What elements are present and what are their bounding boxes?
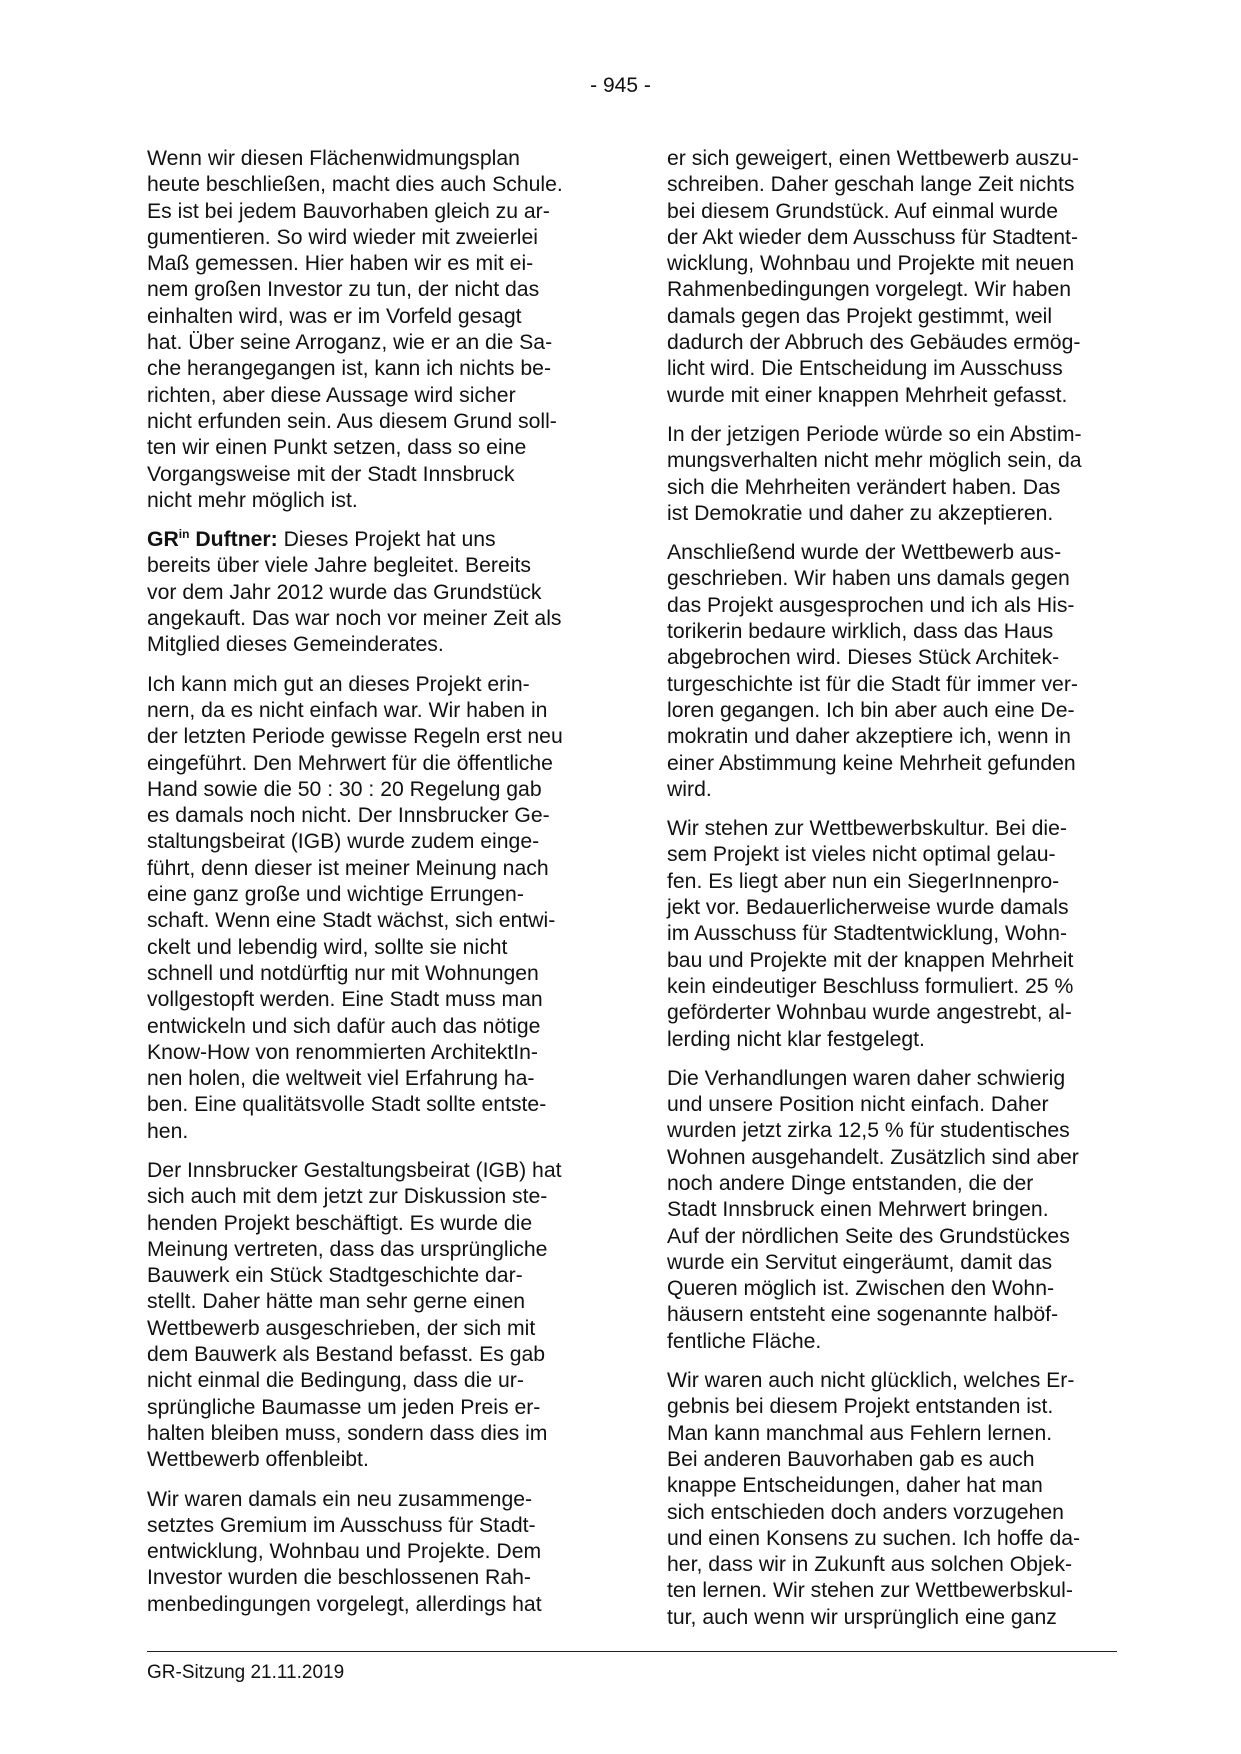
paragraph-line: eine ganz große und wichtige Errungen- [147,883,524,907]
paragraph-line: Vorgangsweise mit der Stadt Innsbruck [147,462,515,486]
paragraph-line: schaft. Wenn eine Stadt wächst, sich entwi- [147,909,556,933]
paragraph-line: Queren möglich ist. Zwischen den Wohn- [667,1277,1055,1301]
page-number: - 945 - [590,74,651,97]
paragraph-line: Wettbewerb offenbleibt. [147,1448,369,1472]
paragraph-line: nen holen, die weltweit viel Erfahrung ha- [147,1067,535,1091]
paragraph-line: abgebrochen wird. Dieses Stück Architek- [667,646,1060,670]
paragraph-line: Auf der nördlichen Seite des Grundstückes [667,1224,1070,1248]
paragraph-line: wurde mit einer knappen Mehrheit gefasst. [667,383,1068,407]
paragraph-line: vollgestopft werden. Eine Stadt muss man [147,988,543,1012]
paragraph-line: Die Verhandlungen waren daher schwierig [667,1066,1066,1090]
paragraph-line: Wir stehen zur Wettbewerbskultur. Bei die- [667,817,1067,841]
paragraph-line: knappe Entscheidungen, daher hat man [667,1474,1043,1498]
paragraph-line: sich die Mehrheiten verändert haben. Das [667,475,1061,499]
paragraph-line: turgeschichte ist für die Stadt für immer ver- [667,672,1078,696]
paragraph-line: bau und Projekte mit der knappen Mehrheit [667,948,1074,972]
paragraph-line: licht wird. Die Entscheidung im Ausschuss [667,357,1063,381]
paragraph [667,816,1122,1053]
right-column [667,146,1122,1644]
paragraph-line: noch andere Dinge entstanden, die der [667,1171,1034,1195]
paragraph-line: im Ausschuss für Stadtentwicklung, Wohn- [667,922,1067,946]
paragraph-line: dem Bauwerk als Bestand befasst. Es gab [147,1343,546,1367]
paragraph-line: sprüngliche Baumasse um jeden Preis er- [147,1395,541,1419]
footer-divider [147,1651,1117,1652]
paragraph-line: einhalten wird, was er im Vorfeld gesagt [147,304,522,328]
paragraph-line: Der Innsbrucker Gestaltungsbeirat (IGB) hat [147,1158,562,1182]
paragraph-line: Man kann manchmal aus Fehlern lernen. [667,1421,1053,1445]
paragraph-line: hat. Über seine Arroganz, wie er an die Sa- [147,331,553,355]
paragraph-line: es damals noch nicht. Der Innsbrucker Ge- [147,804,550,828]
paragraph-line: gebnis bei diesem Projekt entstanden ist. [667,1395,1054,1419]
paragraph-line: richten, aber diese Aussage wird sicher [147,383,516,407]
paragraph-line: Know-How von renommierten ArchitektIn- [147,1040,538,1064]
paragraph-line: geförderter Wohnbau wurde angestrebt, al- [667,1001,1072,1025]
paragraph-line: der letzten Periode gewisse Regeln erst neu [147,725,563,749]
footer-session-label: GR-Sitzung 21.11.2019 [147,1662,345,1683]
paragraph-line: wird. [667,777,712,801]
paragraph-line: nern, da es nicht einfach war. Wir haben in [147,698,548,722]
paragraph-line: kein eindeutiger Beschluss formuliert. 25 % [667,974,1074,998]
paragraph-line: gumentieren. So wird wieder mit zweierlei [147,225,538,249]
paragraph-line: ben. Eine qualitätsvolle Stadt sollte entste- [147,1093,547,1117]
paragraph-line: mungsverhalten nicht mehr möglich sein, da [667,449,1082,473]
paragraph-line: er sich geweigert, einen Wettbewerb auszu- [667,147,1079,170]
paragraph-line: ist Demokratie und daher zu akzeptieren. [667,501,1054,525]
paragraph-line: und unsere Position nicht einfach. Daher [667,1093,1049,1117]
paragraph-line: Ich kann mich gut an dieses Projekt erin- [147,672,530,696]
paragraph-line: Maß gemessen. Hier haben wir es mit ei- [147,252,534,276]
paragraph-line: Bei anderen Bauvorhaben gab es auch [667,1447,1035,1471]
paragraph-line: menbedingungen vorgelegt, allerdings hat [147,1592,542,1616]
paragraph-line: Stadt Innsbruck einen Mehrwert bringen. [667,1198,1049,1222]
paragraph-line: Wir waren auch nicht glücklich, welches Er- [667,1369,1075,1393]
paragraph [147,672,602,1145]
paragraph [667,540,1122,803]
paragraph-line: einer Abstimmung keine Mehrheit gefunden [667,751,1076,775]
paragraph [147,1487,602,1618]
speaker-paragraph [147,527,602,658]
paragraph-line: loren gegangen. Ich bin aber auch eine De- [667,698,1075,722]
paragraph-line: her, dass wir in Zukunft aus solchen Objek- [667,1553,1073,1577]
paragraph-line: bereits über viele Jahre begleitet. Bereits [147,554,531,578]
paragraph-text: Dieses Projekt hat uns [277,528,496,552]
paragraph-line: vor dem Jahr 2012 wurde das Grundstück [147,580,542,604]
paragraph-line: Investor wurden die beschlossenen Rah- [147,1566,531,1590]
paragraph-line: häusern entsteht eine sogenannte halböf- [667,1303,1059,1327]
paragraph-line: che herangegangen ist, kann ich nichts be- [147,357,552,381]
paragraph [667,1066,1122,1355]
paragraph-line: schnell und notdürftig nur mit Wohnungen [147,961,539,985]
paragraph-line: nem großen Investor zu tun, der nicht das [147,278,540,302]
paragraph-line: fen. Es liegt aber nun ein SiegerInnenpro- [667,869,1060,893]
paragraph-line: entwickeln und sich dafür auch das nötige [147,1014,541,1038]
paragraph-line: tur, auch wenn wir ursprünglich eine ganz [667,1605,1057,1629]
paragraph-body [147,553,602,658]
paragraph-line: damals gegen das Projekt gestimmt, weil [667,304,1053,328]
paragraph-line: Es ist bei jedem Bauvorhaben gleich zu ar- [147,199,550,223]
paragraph-line: das Projekt ausgesprochen und ich als His- [667,593,1075,617]
paragraph-line: Mitglied dieses Gemeinderates. [147,633,444,657]
paragraph-line: wurde ein Servitut eingeräumt, damit das [667,1250,1053,1274]
paragraph-line: eingeführt. Den Mehrwert für die öffentliche [147,751,553,775]
paragraph-line: jekt vor. Bedauerlicherweise wurde damals [667,896,1069,920]
paragraph-line: angekauft. Das war noch vor meiner Zeit als [147,607,562,631]
paragraph-line: fentliche Fläche. [667,1329,822,1353]
paragraph-line: wurden jetzt zirka 12,5 % für studentisches [667,1119,1070,1143]
paragraph-line [147,527,602,553]
paragraph-line: Wettbewerb ausgeschrieben, der sich mit [147,1316,536,1340]
paragraph-line: henden Projekt beschäftigt. Es wurde die [147,1211,533,1235]
paragraph-line: lerding nicht klar festgelegt. [667,1027,925,1051]
paragraph-line: entwicklung, Wohnbau und Projekte. Dem [147,1540,542,1564]
paragraph-line: hen. [147,1119,189,1143]
paragraph-line: sich auch mit dem jetzt zur Diskussion ste- [147,1185,548,1209]
paragraph-line: Wohnen ausgehandelt. Zusätzlich sind aber [667,1145,1079,1169]
paragraph-line: ten wir einen Punkt setzen, dass so eine [147,436,527,460]
paragraph-line: sich entschieden doch anders vorzugehen [667,1500,1064,1524]
paragraph-line: Anschließend wurde der Wettbewerb aus- [667,541,1062,565]
speaker-title: GR [147,528,179,552]
paragraph-line: stellt. Daher hätte man sehr gerne einen [147,1290,526,1314]
paragraph-line: ten lernen. Wir stehen zur Wettbewerbskul- [667,1579,1073,1603]
paragraph-line: Hand sowie die 50 : 30 : 20 Regelung gab [147,777,542,801]
paragraph-line: und einen Konsens zu suchen. Ich hoffe da- [667,1526,1081,1550]
paragraph-line: geschrieben. Wir haben uns damals gegen [667,567,1070,591]
paragraph [147,1158,602,1474]
paragraph-line: setztes Gremium im Ausschuss für Stadt- [147,1513,536,1537]
paragraph-line: mokratin und daher akzeptiere ich, wenn in [667,725,1071,749]
paragraph-line: der Akt wieder dem Ausschuss für Stadtent- [667,225,1079,249]
paragraph [667,146,1122,409]
paragraph-line: Wenn wir diesen Flächenwidmungsplan [147,147,520,170]
paragraph-line: nicht mehr möglich ist. [147,488,358,512]
speaker-name: Duftner: [195,528,278,552]
paragraph-line: nicht einmal die Bedingung, dass die ur- [147,1369,524,1393]
speaker-title-suffix: in [178,527,190,542]
paragraph-line: torikerin bedaure wirklich, dass das Haus [667,620,1054,644]
paragraph-line: Wir waren damals ein neu zusammenge- [147,1487,533,1511]
paragraph-line: Meinung vertreten, dass das ursprüngliche [147,1237,548,1261]
paragraph [147,146,602,514]
paragraph-line: Rahmenbedingungen vorgelegt. Wir haben [667,278,1072,302]
paragraph-line: halten bleiben muss, sondern dass dies im [147,1421,548,1445]
paragraph-line: Bauwerk ein Stück Stadtgeschichte dar- [147,1264,523,1288]
paragraph [667,422,1122,527]
paragraph-line: heute beschließen, macht dies auch Schule. [147,173,563,197]
paragraph-line: dadurch der Abbruch des Gebäudes ermög- [667,331,1081,355]
speaker-label [147,528,278,551]
left-column [147,146,602,1631]
paragraph-line: ckelt und lebendig wird, sollte sie nicht [147,935,508,959]
paragraph-line: In der jetzigen Periode würde so ein Abstim- [667,422,1082,446]
paragraph-line: bei diesem Grundstück. Auf einmal wurde [667,199,1058,223]
paragraph-line: schreiben. Daher geschah lange Zeit nichts [667,173,1075,197]
paragraph-line: wicklung, Wohnbau und Projekte mit neuen [667,252,1075,276]
paragraph-line: sem Projekt ist vieles nicht optimal gelau- [667,843,1056,867]
paragraph-line: staltungsbeirat (IGB) wurde zudem einge- [147,830,540,854]
paragraph-line: nicht erfunden sein. Aus diesem Grund soll- [147,409,557,433]
paragraph [667,1368,1122,1631]
paragraph-line: führt, denn dieser ist meiner Meinung nach [147,856,549,880]
